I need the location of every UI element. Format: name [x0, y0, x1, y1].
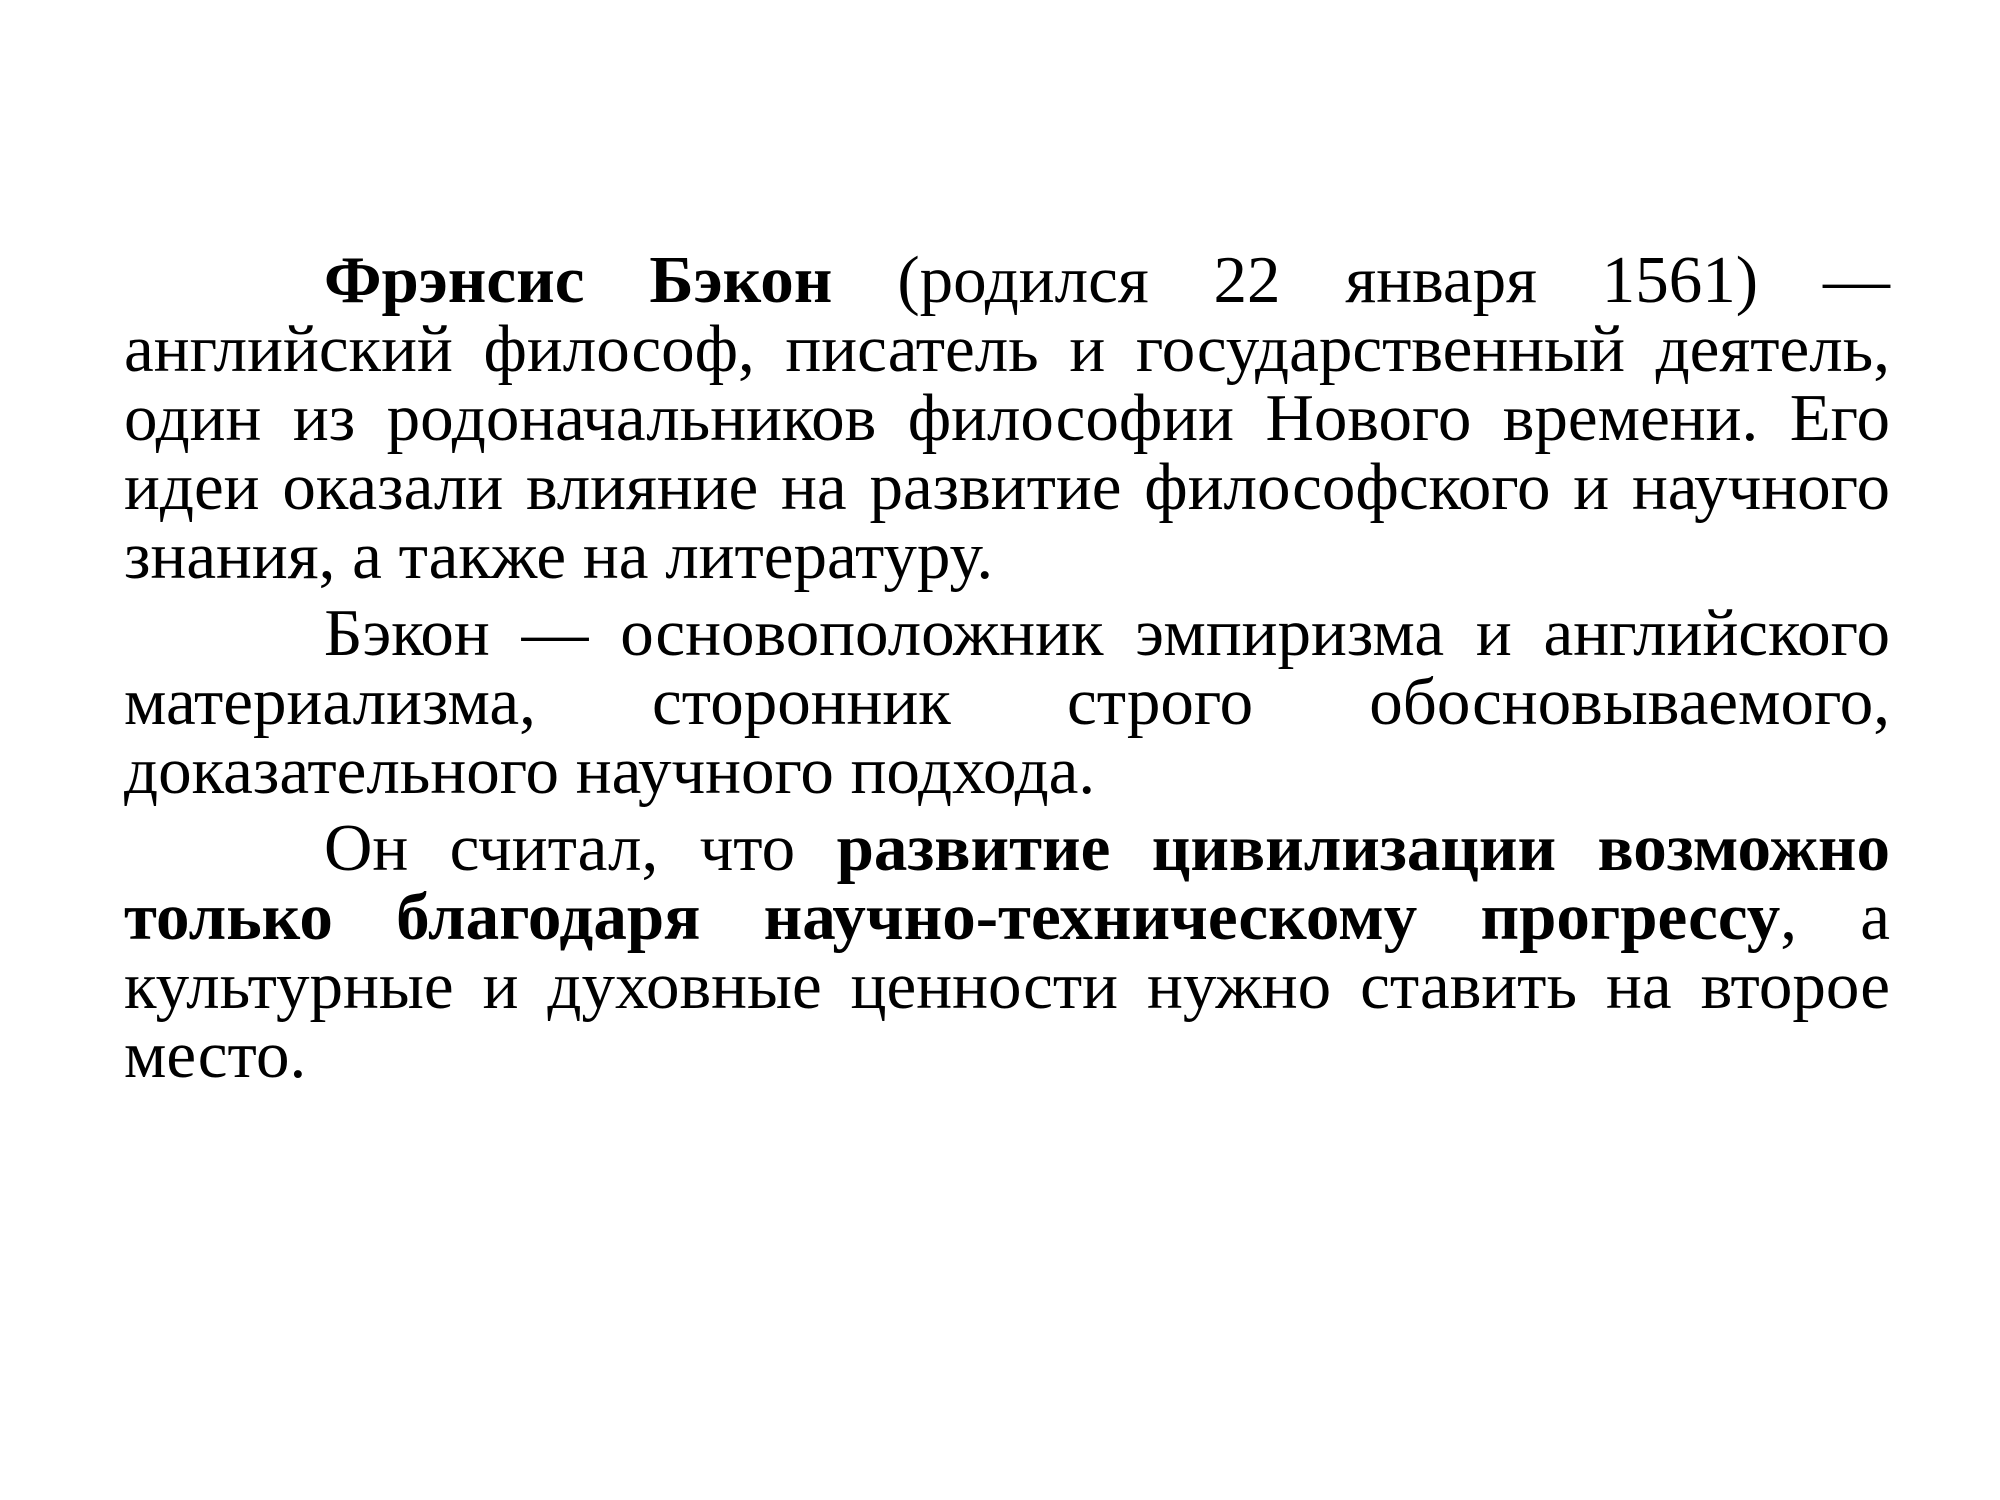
empiricism-text: Бэкон — основоположник эмпиризма и английского материализма, сторонник строго обосновываемого, доказательного научного подхода. [124, 596, 1890, 808]
bacon-bio-text: (родился 22 января 1561) — английский философ, писатель и государственный деятель, один из родоначальников философии Нового времени. Его идеи оказали влияние на развитие философского и научного знания, а также на литературу. [124, 243, 1891, 593]
paragraph-progress [124, 811, 1891, 1092]
progress-text-after: , а культурные и духовные ценности нужно ставить на второе место. [124, 880, 1890, 1092]
progress-bold-statement: развитие цивилизации возможно только благодаря научно-техническому прогрессу [124, 811, 1891, 954]
paragraph-empiricism [124, 596, 1890, 808]
bacon-name: Фрэнсис Бэкон [324, 243, 833, 317]
paragraph-bacon-bio [124, 243, 1891, 593]
slide-text-body [124, 243, 1891, 1098]
progress-text-before: Он считал, что [324, 811, 837, 885]
